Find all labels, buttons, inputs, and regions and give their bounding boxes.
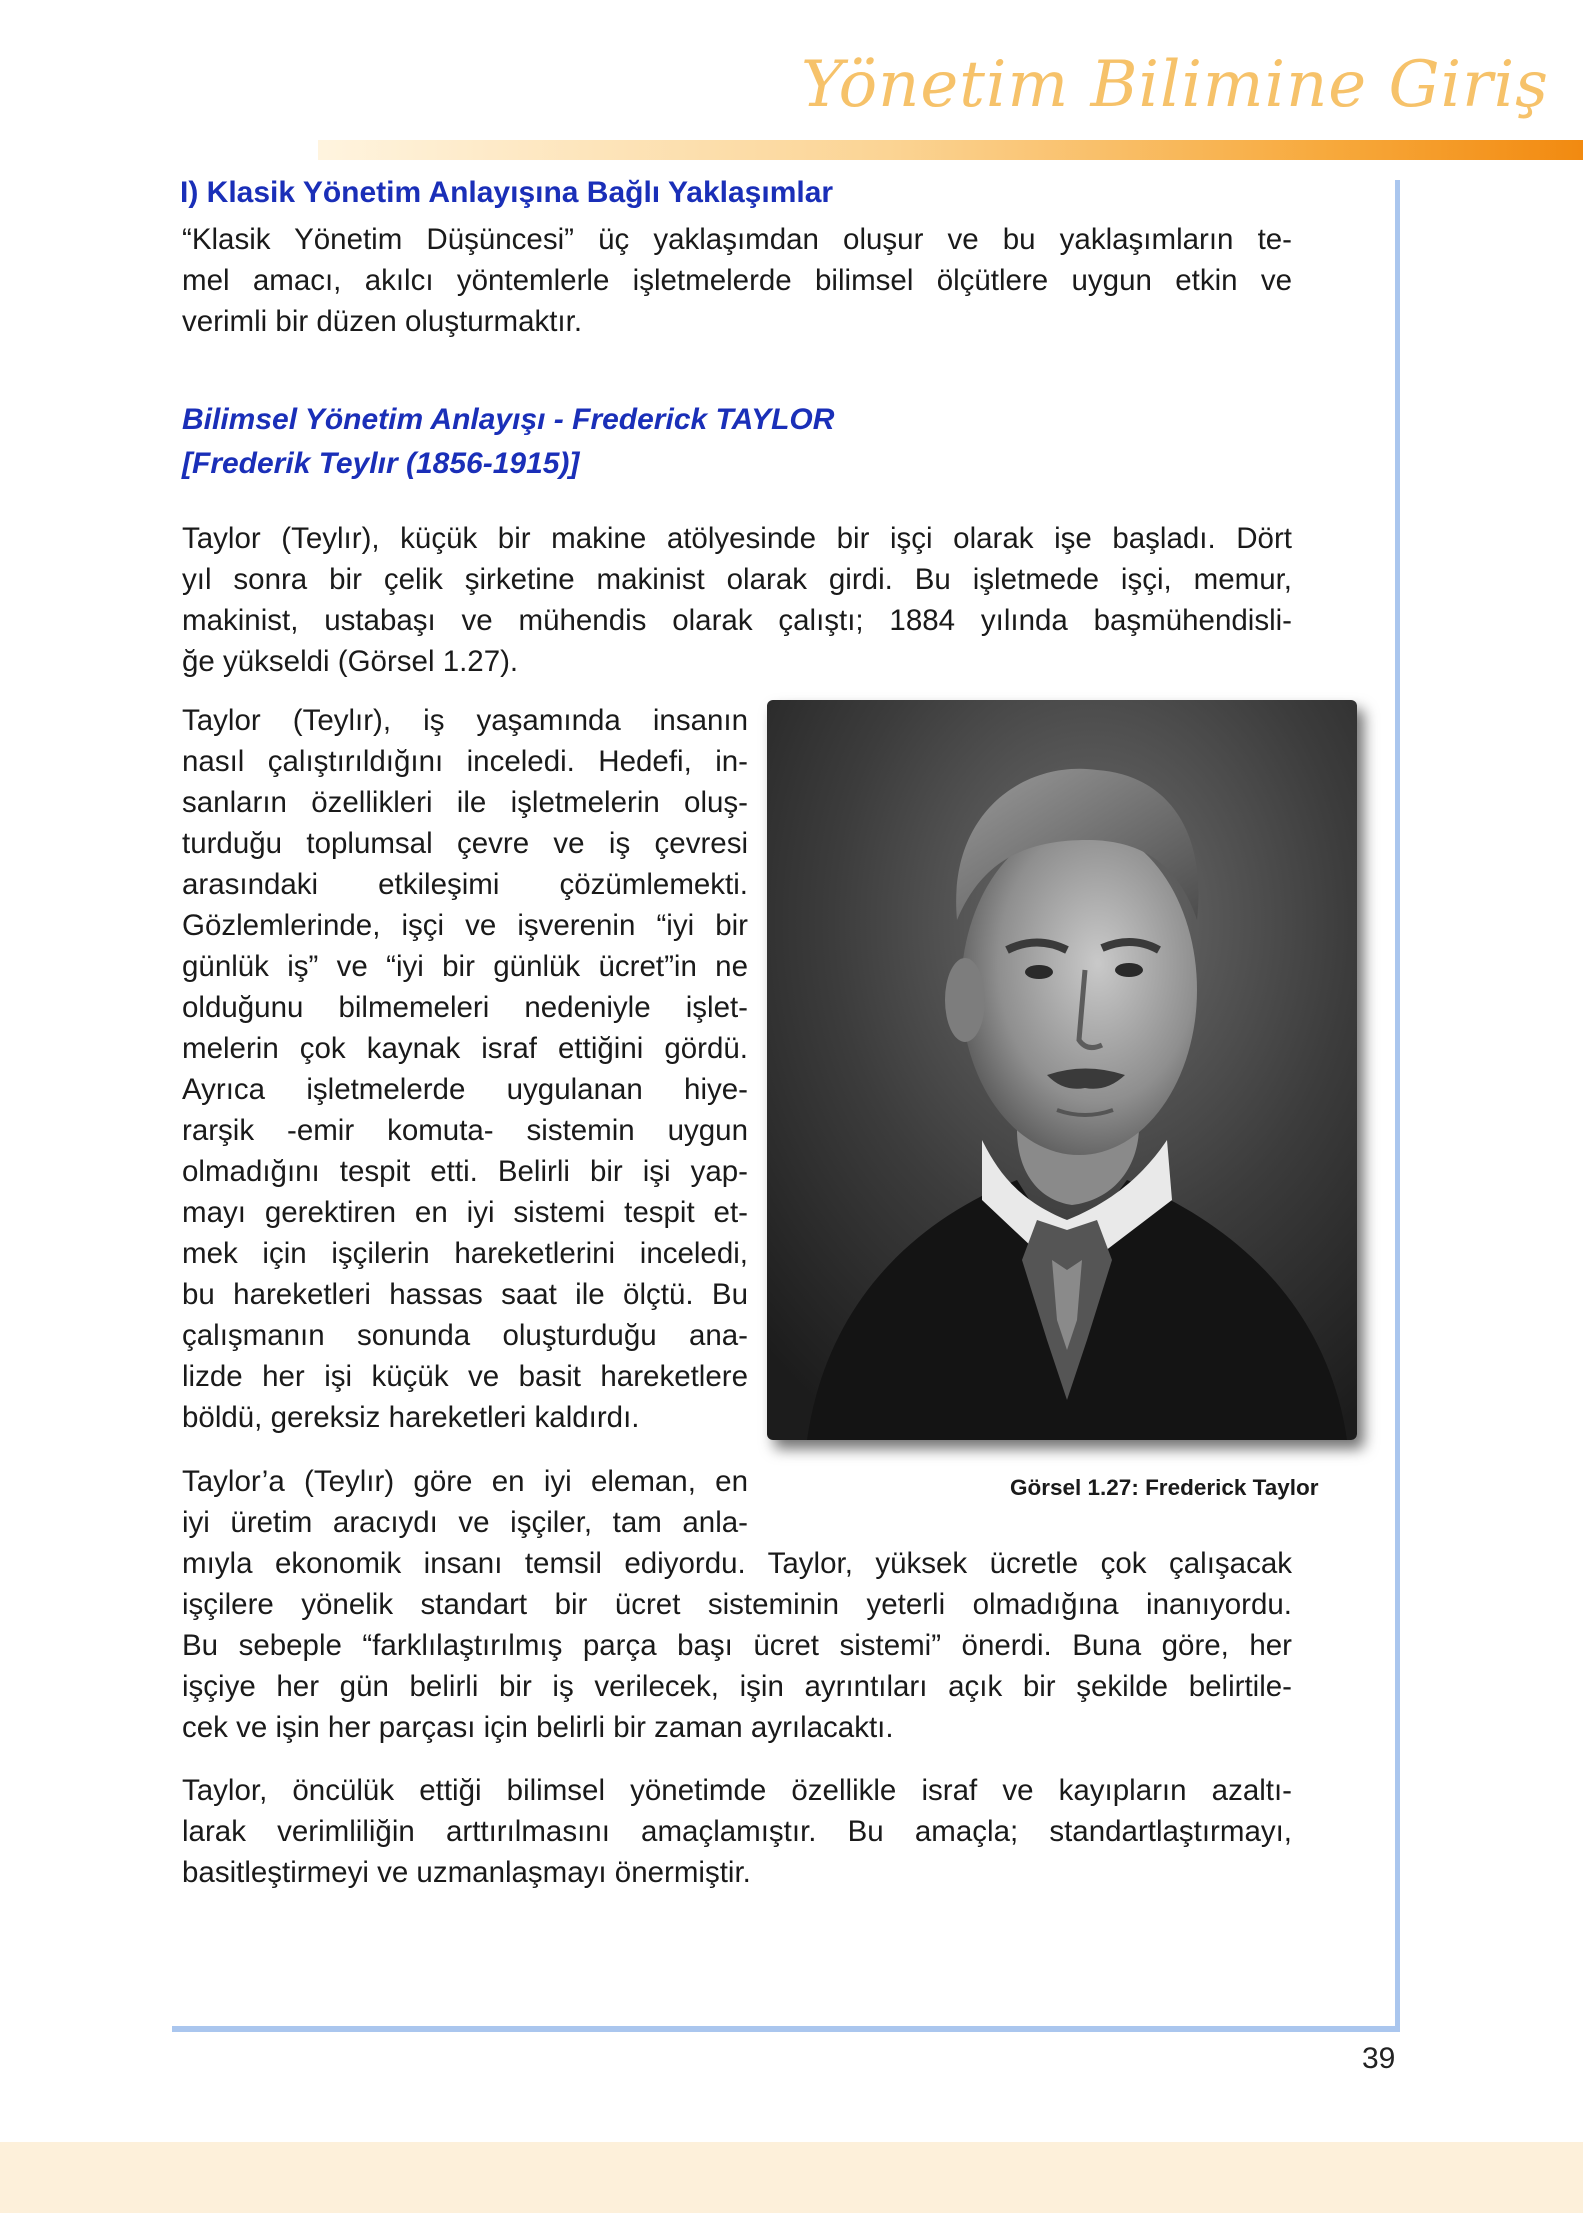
text-line: lizde her işi küçük ve basit hareketlere xyxy=(182,1360,748,1393)
text-line: turduğu toplumsal çevre ve iş çevresi xyxy=(182,827,748,860)
text-line: Taylor’a (Teylır) göre en iyi eleman, en xyxy=(182,1465,748,1498)
text-line: günlük iş” ve “iyi bir günlük ücret”in ne xyxy=(182,950,748,983)
text-line: ğe yükseldi (Görsel 1.27). xyxy=(182,645,519,678)
text-line: Taylor (Teylır), küçük bir makine atölyesinde bir işçi olarak işe başladı. Dört xyxy=(182,522,1292,555)
text-line: rarşik -emir komuta- sistemin uygun xyxy=(182,1114,748,1147)
text-line: Bu sebeple “farklılaştırılmış parça başı ücret sistemi” önerdi. Buna göre, her xyxy=(182,1629,1292,1662)
paragraph-2 xyxy=(182,700,748,1438)
text-line: çalışmanın sonunda oluşturduğu ana- xyxy=(182,1319,748,1352)
text-line: arasındaki etkileşimi çözümlemekti. xyxy=(182,868,748,901)
figure-caption: Görsel 1.27: Frederick Taylor xyxy=(1010,1475,1319,1500)
text-line: melerin çok kaynak israf ettiğini gördü. xyxy=(182,1032,748,1065)
header-bar xyxy=(318,140,1583,160)
text-line: mıyla ekonomik insanı temsil ediyordu. Taylor, yüksek ücretle çok çalışacak xyxy=(182,1547,1292,1580)
text-line: Taylor, öncülük ettiği bilimsel yönetimde özellikle israf ve kayıpların azaltı- xyxy=(182,1774,1292,1807)
text-line: işçiye her gün belirli bir iş verilecek, işin ayrıntıları açık bir şekilde belirtile- xyxy=(182,1670,1292,1703)
text-line: makinist, ustabaşı ve mühendis olarak çalıştı; 1884 yılında başmühendisli- xyxy=(182,604,1292,637)
text-line: işçilere yönelik standart bir ücret sisteminin yeterli olmadığına inanıyordu. xyxy=(182,1588,1292,1621)
text-line: bu hareketleri hassas saat ile ölçtü. Bu xyxy=(182,1278,748,1311)
text-line: larak verimliliğin arttırılmasını amaçlamıştır. Bu amaçla; standartlaştırmayı, xyxy=(182,1815,1292,1848)
subsection-subtitle: [Frederik Teylır (1856-1915)] xyxy=(182,447,580,480)
text-line: olduğunu bilmemeleri nedeniyle işlet- xyxy=(182,991,748,1024)
text-line: Taylor (Teylır), iş yaşamında insanın xyxy=(182,704,748,737)
text-line: mayı gerektiren en iyi sistemi tespit et- xyxy=(182,1196,748,1229)
text-line: “Klasik Yönetim Düşüncesi” üç yaklaşımdan oluşur ve bu yaklaşımların te- xyxy=(182,223,1292,256)
text-line: Gözlemlerinde, işçi ve işverenin “iyi bir xyxy=(182,909,748,942)
text-line: nasıl çalıştırıldığını inceledi. Hedefi, in- xyxy=(182,745,748,778)
subsection-heading xyxy=(182,398,834,486)
text-line: verimli bir düzen oluşturmaktır. xyxy=(182,305,583,338)
text-line: Ayrıca işletmelerde uygulanan hiye- xyxy=(182,1073,748,1106)
section-heading: I) Klasik Yönetim Anlayışına Bağlı Yaklaşımlar xyxy=(180,176,834,209)
page-number: 39 xyxy=(1362,2042,1396,2075)
footer-band xyxy=(0,2142,1583,2213)
text-line: böldü, gereksiz hareketleri kaldırdı. xyxy=(182,1401,640,1434)
text-line: sanların özellikleri ile işletmelerin oluş- xyxy=(182,786,748,819)
paragraph-1 xyxy=(182,518,1292,682)
text-line: yıl sonra bir çelik şirketine makinist olarak girdi. Bu işletmede işçi, memur, xyxy=(182,563,1292,596)
text-line: mek için işçilerin hareketlerini inceledi, xyxy=(182,1237,748,1270)
book-title: Yönetim Bilimine Giriş xyxy=(800,48,1549,122)
text-line: cek ve işin her parçası için belirli bir zaman ayrılacaktı. xyxy=(182,1711,894,1744)
text-line: iyi üretim aracıydı ve işçiler, tam anla- xyxy=(182,1506,748,1539)
paragraph-4 xyxy=(182,1770,1292,1893)
intro-paragraph xyxy=(182,219,1292,342)
text-line: basitleştirmeyi ve uzmanlaşmayı önermiştir. xyxy=(182,1856,751,1889)
text-line: mel amacı, akılcı yöntemlerle işletmelerde bilimsel ölçütlere uygun etkin ve xyxy=(182,264,1292,297)
frame-border-bottom xyxy=(172,2026,1400,2032)
portrait-photo xyxy=(767,700,1357,1440)
subsection-title: Bilimsel Yönetim Anlayışı - Frederick TAYLOR xyxy=(182,403,835,436)
paragraph-3-narrow xyxy=(182,1461,748,1543)
paragraph-3 xyxy=(182,1543,1292,1748)
text-line: olmadığını tespit etti. Belirli bir işi yap- xyxy=(182,1155,748,1188)
frame-border-right xyxy=(1395,180,1400,2032)
